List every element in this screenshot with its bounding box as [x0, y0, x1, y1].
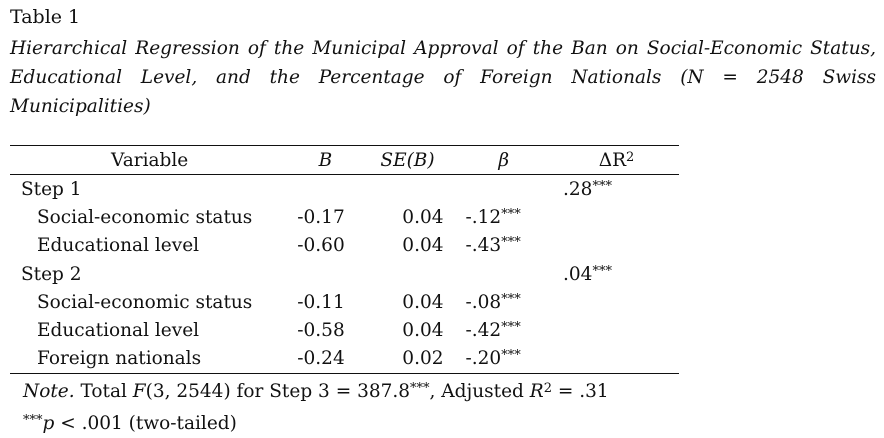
cell-b [289, 316, 361, 344]
cell-beta [454, 203, 555, 231]
cell-se-value: 0.04 [402, 235, 444, 257]
cell-beta [454, 345, 555, 374]
header-se: SE(B) [380, 149, 435, 171]
cell-se [362, 288, 454, 316]
cell-b [289, 260, 361, 288]
table-row [10, 175, 679, 204]
cell-b [289, 175, 361, 204]
table-caption: Hierarchical Regression of the Municipal Approval of the Ban on Social-Economic Status, Educational Level, and the Percentage of Foreign Nationals (N = 2548 Swiss Municipalities) [10, 38, 876, 117]
cell-beta-significance: *** [501, 320, 521, 336]
cell-se [362, 345, 454, 374]
cell-beta-significance: *** [501, 291, 521, 307]
note-line-2 [23, 406, 609, 438]
table-row [10, 316, 679, 344]
cell-variable-value: Educational level [37, 235, 200, 257]
cell-variable-value: Social-economic status [37, 291, 253, 313]
note-sig-1: *** [410, 381, 430, 396]
note-sig-2: *** [23, 413, 43, 428]
cell-beta-value: -.20 [465, 348, 502, 370]
regression-table [10, 145, 679, 374]
cell-delta-r2 [554, 316, 679, 344]
cell-variable-value: Step 1 [21, 178, 82, 200]
cell-variable [10, 316, 289, 344]
note-text-d: = .31 [551, 381, 609, 402]
cell-se-value: 0.02 [402, 348, 444, 370]
table-row [10, 232, 679, 260]
cell-variable-value: Educational level [37, 320, 200, 342]
table-row [10, 345, 679, 374]
cell-delta-r2 [554, 260, 679, 288]
cell-beta [454, 175, 555, 204]
cell-beta [454, 260, 555, 288]
note-text-c: , Adjusted [429, 381, 530, 402]
cell-se [362, 316, 454, 344]
cell-b [289, 288, 361, 316]
table-row [10, 203, 679, 231]
cell-b-value: -0.17 [297, 206, 345, 228]
header-b: B [318, 149, 333, 171]
table-row [10, 260, 679, 288]
cell-variable [10, 345, 289, 374]
cell-delta-r2-value: .28 [563, 178, 593, 200]
cell-beta-value: -.42 [465, 320, 502, 342]
header-delta-r2-sup: 2 [626, 149, 635, 165]
cell-se [362, 175, 454, 204]
cell-se [362, 203, 454, 231]
cell-delta-r2 [554, 288, 679, 316]
header-delta-r2-base: ΔR [598, 149, 627, 171]
note-f-symbol: F [132, 381, 146, 402]
cell-delta-r2 [554, 232, 679, 260]
cell-b [289, 345, 361, 374]
cell-delta-r2 [554, 345, 679, 374]
table-row [10, 288, 679, 316]
cell-delta-r2 [554, 175, 679, 204]
table-note [23, 374, 609, 438]
note-text-b: (3, 2544) for Step 3 = 387.8 [145, 381, 411, 402]
cell-beta [454, 232, 555, 260]
cell-variable [10, 232, 289, 260]
note-r-symbol: R [529, 381, 544, 402]
cell-se [362, 260, 454, 288]
cell-beta-significance: *** [501, 235, 521, 251]
note-text-p: < .001 (two-tailed) [54, 413, 237, 434]
cell-delta-r2-significance: *** [592, 263, 612, 279]
header-variable: Variable [111, 149, 189, 171]
cell-delta-r2-significance: *** [592, 178, 612, 194]
cell-beta [454, 316, 555, 344]
note-label: Note. [23, 381, 75, 402]
table-label: Table 1 [10, 6, 81, 28]
table-body [10, 175, 679, 374]
cell-b-value: -0.60 [297, 235, 345, 257]
header-beta: β [498, 149, 510, 171]
note-r-sup: 2 [543, 381, 552, 396]
cell-se-value: 0.04 [402, 291, 444, 313]
regression-table-container [10, 145, 679, 374]
note-text-a: Total [74, 381, 133, 402]
cell-beta-value: -.08 [465, 291, 502, 313]
header-delta-r2 [554, 146, 679, 175]
cell-variable [10, 260, 289, 288]
cell-variable-value: Step 2 [21, 263, 82, 285]
cell-beta-significance: *** [501, 206, 521, 222]
cell-delta-r2 [554, 203, 679, 231]
cell-variable [10, 203, 289, 231]
cell-beta-value: -.12 [465, 206, 502, 228]
cell-se-value: 0.04 [402, 320, 444, 342]
cell-variable [10, 175, 289, 204]
cell-b-value: -0.11 [297, 291, 345, 313]
cell-b [289, 232, 361, 260]
cell-variable-value: Social-economic status [37, 206, 253, 228]
cell-se [362, 232, 454, 260]
cell-se-value: 0.04 [402, 206, 444, 228]
cell-b-value: -0.24 [297, 348, 345, 370]
cell-beta [454, 288, 555, 316]
cell-delta-r2-value: .04 [563, 263, 593, 285]
cell-variable-value: Foreign nationals [37, 348, 202, 370]
cell-b [289, 203, 361, 231]
note-p-symbol: p [42, 413, 55, 434]
note-line-1 [23, 374, 609, 406]
cell-beta-value: -.43 [465, 235, 502, 257]
cell-b-value: -0.58 [297, 320, 345, 342]
header-row [10, 146, 679, 175]
cell-variable [10, 288, 289, 316]
cell-beta-significance: *** [501, 348, 521, 364]
